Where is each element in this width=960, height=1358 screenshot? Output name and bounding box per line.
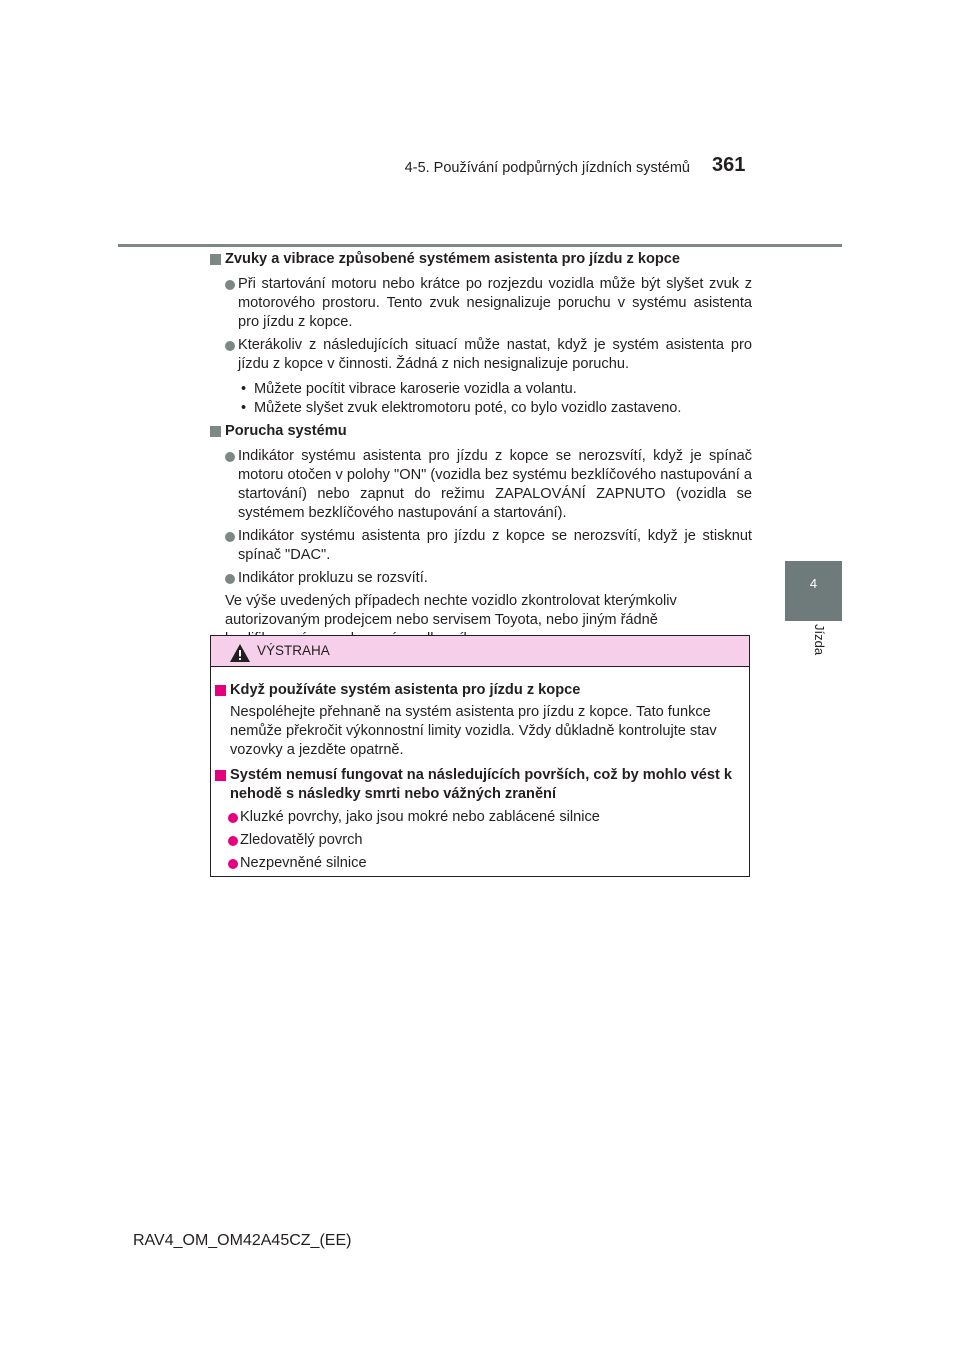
round-bullet-icon xyxy=(225,452,235,462)
sub-list-item xyxy=(210,380,752,399)
list-item-text: Kterákoliv z následujících situací může nastat, když je systém asistenta pro jízdu z kopce v činnosti. Žádná z nich nesignalizuje poruchu. xyxy=(238,337,752,372)
chapter-tab[interactable] xyxy=(785,561,842,621)
round-bullet-icon xyxy=(225,532,235,542)
round-bullet-icon xyxy=(228,836,238,846)
round-bullet-icon xyxy=(225,280,235,290)
document-code: RAV4_OM_OM42A45CZ_(EE) xyxy=(133,1232,352,1249)
round-bullet-icon xyxy=(225,574,235,584)
section-heading xyxy=(210,250,752,269)
round-bullet-icon xyxy=(225,341,235,351)
small-bullet-icon: • xyxy=(241,400,247,416)
warning-paragraph: Nespoléhejte přehnaně na systém asistenta pro jízdu z kopce. Tato funkce nemůže překročit výkonnostní limity vozidla. Vždy důkladně kontrolujte stav vozovky a jezděte opatrně. xyxy=(230,704,717,758)
list-item xyxy=(210,447,752,523)
list-item xyxy=(210,527,752,565)
warning-body xyxy=(211,667,749,873)
warning-heading-text: Systém nemusí fungovat na následujících površích, což by mohlo vést k nehodě s následky smrti nebo vážných zranění xyxy=(230,767,732,802)
sub-list-item xyxy=(210,399,752,418)
chapter-tab-number: 4 xyxy=(809,576,818,591)
main-content xyxy=(210,250,752,653)
chapter-tab-label: Jízda xyxy=(812,624,827,656)
warning-heading xyxy=(215,681,743,700)
warning-heading xyxy=(215,766,743,804)
warning-box xyxy=(210,635,750,877)
section-heading-text: Porucha systému xyxy=(225,423,347,439)
round-bullet-icon xyxy=(228,813,238,823)
header-section-title: 4-5. Používání podpůrných jízdních systémů xyxy=(404,160,690,176)
square-bullet-icon xyxy=(215,770,226,781)
section-heading xyxy=(210,422,752,441)
list-item xyxy=(210,336,752,374)
small-bullet-icon: • xyxy=(241,381,247,397)
sub-list-item-text: Můžete slyšet zvuk elektromotoru poté, co bylo vozidlo zastaveno. xyxy=(254,400,682,416)
square-bullet-icon xyxy=(215,685,226,696)
warning-header xyxy=(211,636,749,667)
list-item xyxy=(210,275,752,332)
warning-list-item-text: Kluzké povrchy, jako jsou mokré nebo zablácené silnice xyxy=(240,809,600,825)
warning-list-item-text: Zledovatělý povrch xyxy=(240,832,363,848)
warning-list-item xyxy=(215,831,743,850)
warning-list-item-text: Nezpevněné silnice xyxy=(240,855,367,871)
list-item xyxy=(210,569,752,588)
warning-triangle-icon xyxy=(230,644,250,662)
round-bullet-icon xyxy=(228,859,238,869)
list-item-text: Indikátor systému asistenta pro jízdu z kopce se nerozsvítí, když je stisknut spínač "DAC". xyxy=(238,528,752,563)
list-item-text: Indikátor prokluzu se rozsvítí. xyxy=(238,570,428,586)
header-rule xyxy=(118,244,842,247)
warning-heading-text: Když používáte systém asistenta pro jízdu z kopce xyxy=(230,682,581,698)
list-item-text: Při startování motoru nebo krátce po rozjezdu vozidla může být slyšet zvuk z motorového prostoru. Tento zvuk nesignalizuje poruchu v systému asistenta pro jízdu z kopce. xyxy=(238,276,752,330)
warning-list-item xyxy=(215,854,743,873)
warning-list-item xyxy=(215,808,743,827)
page-number: 361 xyxy=(712,154,746,176)
list-item-text: Indikátor systému asistenta pro jízdu z kopce se nerozsvítí, když je spínač motoru otočen v polohy "ON" (vozidla bez systému bezklíčového nastupování a startování) nebo zapnut do režimu ZAPALOVÁNÍ ZAPNUTO (vozidla se systémem bezklíčového nastupování a startování). xyxy=(238,448,752,521)
body-paragraph: Ve výše uvedených případech nechte vozidlo zkontrolovat kterýmkoliv autorizovaným prodejcem nebo servisem Toyota, nebo jiným řádně xyxy=(225,593,677,628)
section-heading-text: Zvuky a vibrace způsobené systémem asistenta pro jízdu z kopce xyxy=(225,251,681,267)
warning-title: VÝSTRAHA xyxy=(257,643,330,658)
square-bullet-icon xyxy=(210,254,221,265)
sub-list-item-text: Můžete pocítit vibrace karoserie vozidla a volantu. xyxy=(254,381,577,397)
square-bullet-icon xyxy=(210,426,221,437)
